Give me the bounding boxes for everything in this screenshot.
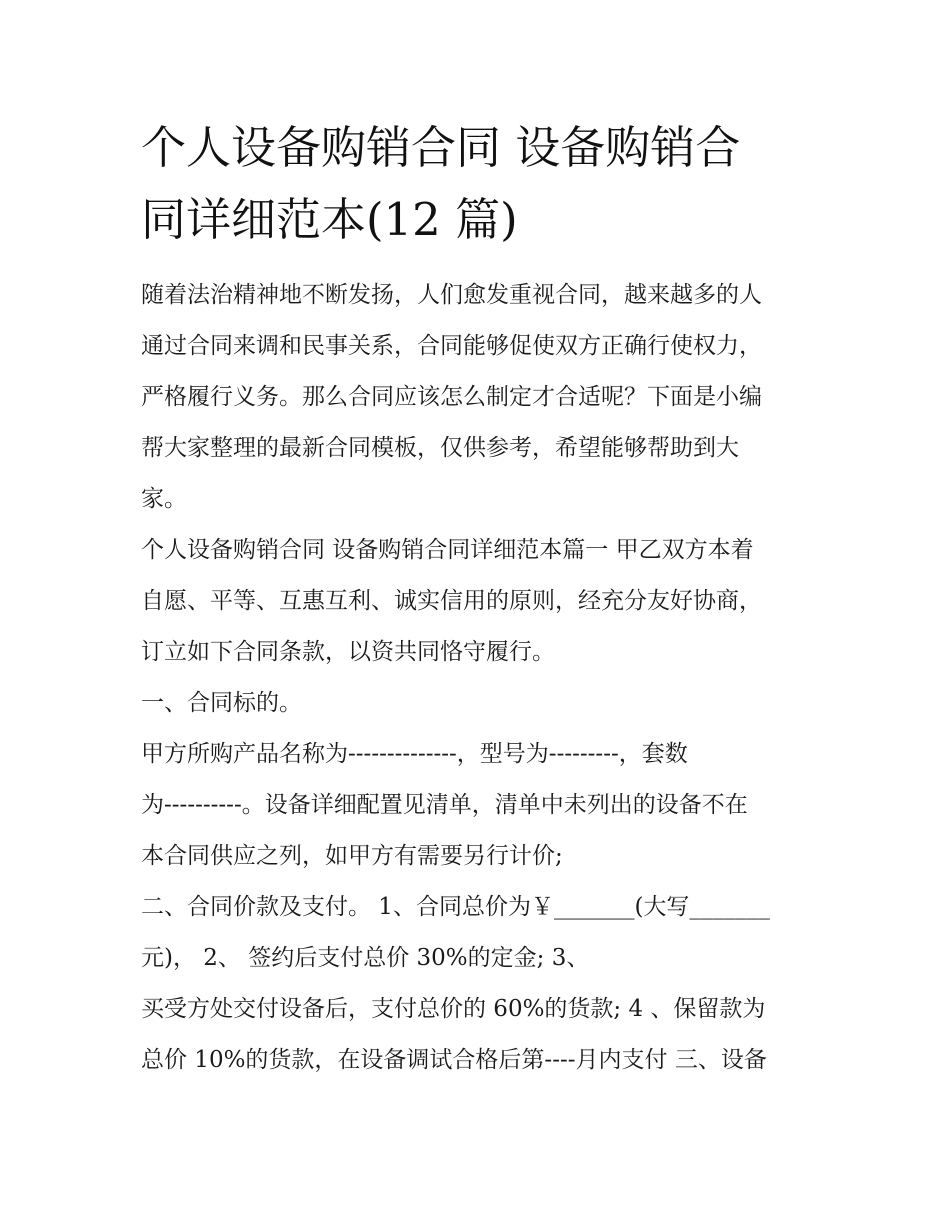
text-line: 通过合同来调和民事关系，合同能够促使双方正确行使权力， <box>141 333 762 359</box>
text-line: 家。 <box>141 486 187 512</box>
text-line: 本合同供应之列，如甲方有需要另行计价; <box>141 843 563 869</box>
text-line: 随着法治精神地不断发扬，人们愈发重视合同，越来越多的人 <box>141 282 762 308</box>
delivery-payment-paragraph <box>141 984 811 1086</box>
text-line: 二、合同价款及支付。 1、合同总价为￥_______(大写_______ <box>141 894 770 920</box>
document-page <box>141 112 811 1086</box>
document-title <box>141 112 811 256</box>
text-line: 一、合同标的。 <box>141 690 302 716</box>
text-line: 订立如下合同条款，以资共同恪守履行。 <box>141 639 555 665</box>
text-line: 买受方处交付设备后，支付总价的 60%的货款; 4 、保留款为 <box>141 996 766 1022</box>
text-line: 个人设备购销合同 设备购销合同详细范本篇一 甲乙双方本着 <box>141 537 754 563</box>
text-line: 总价 10%的货款，在设备调试合格后第----月内支付 三、设备 <box>141 1047 767 1073</box>
product-paragraph <box>141 729 811 882</box>
text-line: 甲方所购产品名称为--------------，型号为---------，套数 <box>141 741 688 767</box>
title-line-1: 个人设备购销合同 设备购销合 <box>141 121 741 174</box>
document-body <box>141 270 811 1086</box>
text-line: 帮大家整理的最新合同模板，仅供参考，希望能够帮助到大 <box>141 435 739 461</box>
text-line: 自愿、平等、互惠互利、诚实信用的原则，经充分友好协商， <box>141 588 762 614</box>
section-heading-subject <box>141 678 811 729</box>
contract-preamble-paragraph <box>141 525 811 678</box>
intro-paragraph <box>141 270 811 525</box>
price-payment-paragraph <box>141 882 811 984</box>
text-line: 元)， 2、 签约后支付总价 30%的定金; 3、 <box>141 945 590 971</box>
title-line-2: 同详细范本(12 篇) <box>141 193 518 246</box>
text-line: 严格履行义务。那么合同应该怎么制定才合适呢？下面是小编 <box>141 384 762 410</box>
text-line: 为----------。设备详细配置见清单，清单中未列出的设备不在 <box>141 792 748 818</box>
